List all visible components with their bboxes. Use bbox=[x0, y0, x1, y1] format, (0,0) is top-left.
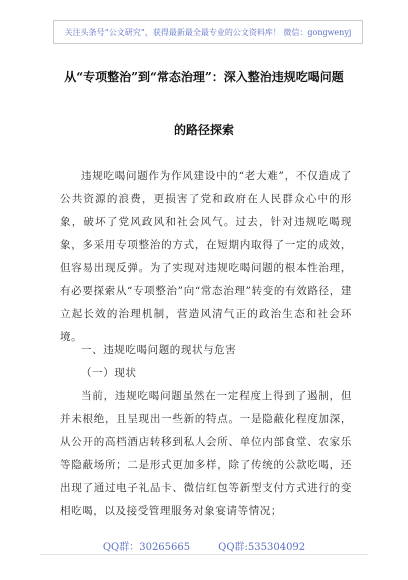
status-paragraph: 当前，违规吃喝问题虽然在一定程度上得到了遏制，但并未根绝，且呈现出一些新的特点。一是隐蔽化程度加深，从公开的高档酒店转移到私人会所、单位内部食堂、农家乐等隐蔽场所；二是形式更加多样，除了传统的公款吃喝，还出现了通过电子礼品卡、微信红包等新型支付方式进行的变相吃喝，以及接受管理服务对象宴请等情况； bbox=[60, 390, 352, 517]
qq-group-1: QQ群：30265665 bbox=[102, 542, 191, 553]
body-section-status bbox=[60, 385, 352, 523]
section-heading: 一、违规吃喝问题的现状与危害 bbox=[81, 344, 237, 356]
subsection-heading: （一）现状 bbox=[81, 367, 137, 379]
footer-contact bbox=[0, 538, 408, 553]
promo-banner bbox=[53, 20, 363, 44]
body-section-intro bbox=[60, 165, 352, 349]
document-title-line-2: 的路径探索 bbox=[173, 123, 234, 137]
promo-banner-text: 关注头条号“公文研究”，获得最新最全最专业的公文资料库！ 微信：gongwenyj bbox=[64, 27, 352, 37]
footer-divider bbox=[40, 554, 368, 555]
intro-paragraph: 违规吃喝问题作为作风建设中的“老大难”，不仅造成了公共资源的浪费，更损害了党和政府在人民群众心中的形象，破坏了党风政风和社会风气。过去，针对违规吃喝现象，多采用专项整治的方式，在短期内取得了一定的成效，但容易出现反弹。为了实现对违规吃喝问题的根本性治理，有必要探索从“专项整治”向“常态治理”转变的有效路径，建立起长效的治理机制，营造风清气正的政治生态和社会环境。 bbox=[60, 170, 352, 343]
qq-group-2: QQ群:535304092 bbox=[218, 542, 306, 553]
document-title-line-1: 从“专项整治”到“常态治理”：深入整治违规吃喝问题 bbox=[64, 70, 344, 84]
